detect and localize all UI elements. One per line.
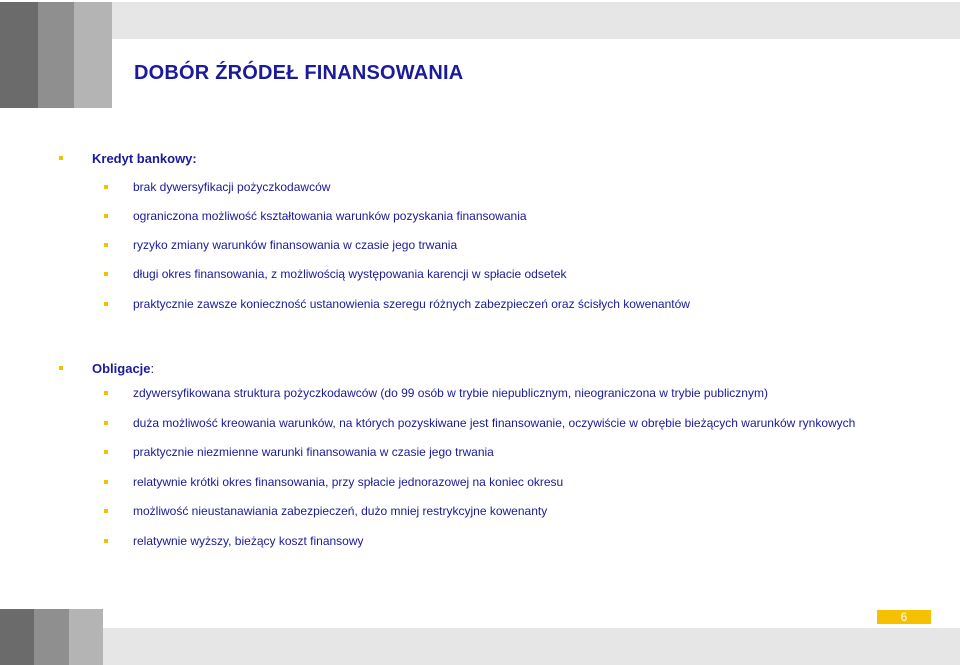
list-item: długi okres finansowania, z możliwością występowania karencji w spłacie odsetek [133, 267, 567, 281]
top-band [112, 2, 960, 39]
list-item: relatywnie wyższy, bieżący koszt finansowy [133, 534, 364, 548]
item-bullet [104, 480, 108, 484]
bottom-stripe-light [69, 609, 103, 665]
top-stripe-mid [38, 2, 74, 108]
item-bullet [104, 421, 108, 425]
page-number: 6 [877, 610, 931, 624]
section-heading-obligacje: Obligacje: [92, 361, 155, 376]
list-item: praktycznie niezmienne warunki finansowania w czasie jego trwania [133, 445, 494, 459]
list-item: duża możliwość kreowania warunków, na których pozyskiwane jest finansowanie, oczywiście w obrębie bieżących warunków rynkowych [133, 416, 856, 430]
list-item: relatywnie krótki okres finansowania, przy spłacie jednorazowej na koniec okresu [133, 475, 564, 489]
item-bullet [104, 302, 108, 306]
bottom-stripe-mid [34, 609, 69, 665]
list-item: ryzyko zmiany warunków finansowania w czasie jego trwania [133, 238, 458, 252]
item-bullet [104, 509, 108, 513]
top-stripe-light [74, 2, 112, 108]
item-bullet [104, 539, 108, 543]
item-bullet [104, 450, 108, 454]
item-bullet [104, 391, 108, 395]
section-heading-kredyt: Kredyt bankowy: [92, 151, 197, 166]
item-bullet [104, 185, 108, 189]
list-item: brak dywersyfikacji pożyczkodawców [133, 180, 331, 194]
list-item: możliwość nieustanawiania zabezpieczeń, dużo mniej restrykcyjne kowenanty [133, 504, 548, 518]
bottom-band [103, 628, 960, 665]
list-item: praktycznie zawsze konieczność ustanowienia szeregu różnych zabezpieczeń oraz ścisłych kowenantów [133, 297, 690, 311]
list-item: ograniczona możliwość kształtowania warunków pozyskania finansowania [133, 209, 527, 223]
item-bullet [104, 272, 108, 276]
list-item: zdywersyfikowana struktura pożyczkodawców (do 99 osób w trybie niepublicznym, nieograniczona w trybie publicznym) [133, 386, 768, 400]
section-bullet [59, 366, 63, 370]
slide-title: DOBÓR ŹRÓDEŁ FINANSOWANIA [134, 62, 464, 84]
section-bullet [59, 156, 63, 160]
item-bullet [104, 243, 108, 247]
item-bullet [104, 214, 108, 218]
bottom-stripe-dark [0, 609, 34, 665]
top-stripe-dark [0, 2, 38, 108]
